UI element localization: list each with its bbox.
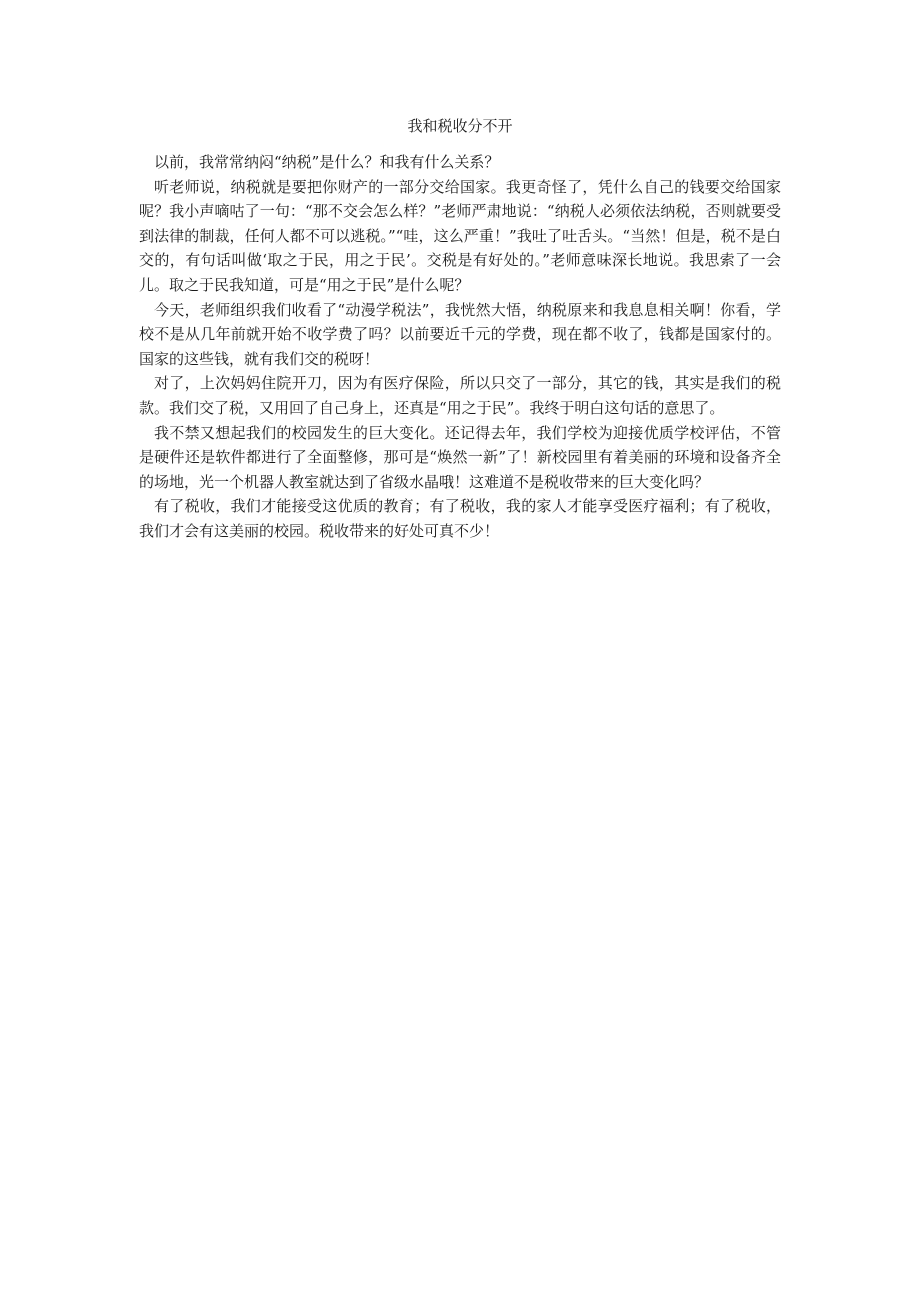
paragraph-5: 我不禁又想起我们的校园发生的巨大变化。还记得去年，我们学校为迎接优质学校评估，不管是硬件还是软件都进行了全面整修，那可是“焕然一新”了！新校园里有着美丽的环境和设备齐全的场地，光一个机器人教室就达到了省级水晶哦！这难道不是税收带来的巨大变化吗？ — [139, 423, 781, 491]
paragraph-2: 听老师说，纳税就是要把你财产的一部分交给国家。我更奇怪了，凭什么自己的钱要交给国家呢？我小声嘀咕了一句：“那不交会怎么样？”老师严肃地说：“纳税人必须依法纳税，否则就要受到法律的制裁，任何人都不可以逃税。”“哇，这么严重！”我吐了吐舌头。“当然！但是，税不是白交的，有句话叫做‘取之于民，用之于民’。交税是有好处的。”老师意味深长地说。我思索了一会儿。取之于民我知道，可是“用之于民”是什么呢？ — [139, 177, 781, 294]
document-title: 我和税收分不开 — [407, 117, 513, 135]
document-body — [139, 150, 781, 544]
paragraph-6: 有了税收，我们才能接受这优质的教育；有了税收，我的家人才能享受医疗福利；有了税收，我们才会有这美丽的校园。税收带来的好处可真不少！ — [139, 497, 781, 540]
paragraph-3: 今天，老师组织我们收看了“动漫学税法”，我恍然大悟，纳税原来和我息息相关啊！你看，学校不是从几年前就开始不收学费了吗？以前要近千元的学费，现在都不收了，钱都是国家付的。国家的这些钱，就有我们交的税呀！ — [139, 300, 781, 368]
paragraph-4: 对了，上次妈妈住院开刀，因为有医疗保险，所以只交了一部分，其它的钱，其实是我们的税款。我们交了税，又用回了自己身上，还真是“用之于民”。我终于明白这句话的意思了。 — [139, 374, 781, 417]
paragraph-1: 以前，我常常纳闷“纳税”是什么？和我有什么关系？ — [154, 153, 500, 171]
